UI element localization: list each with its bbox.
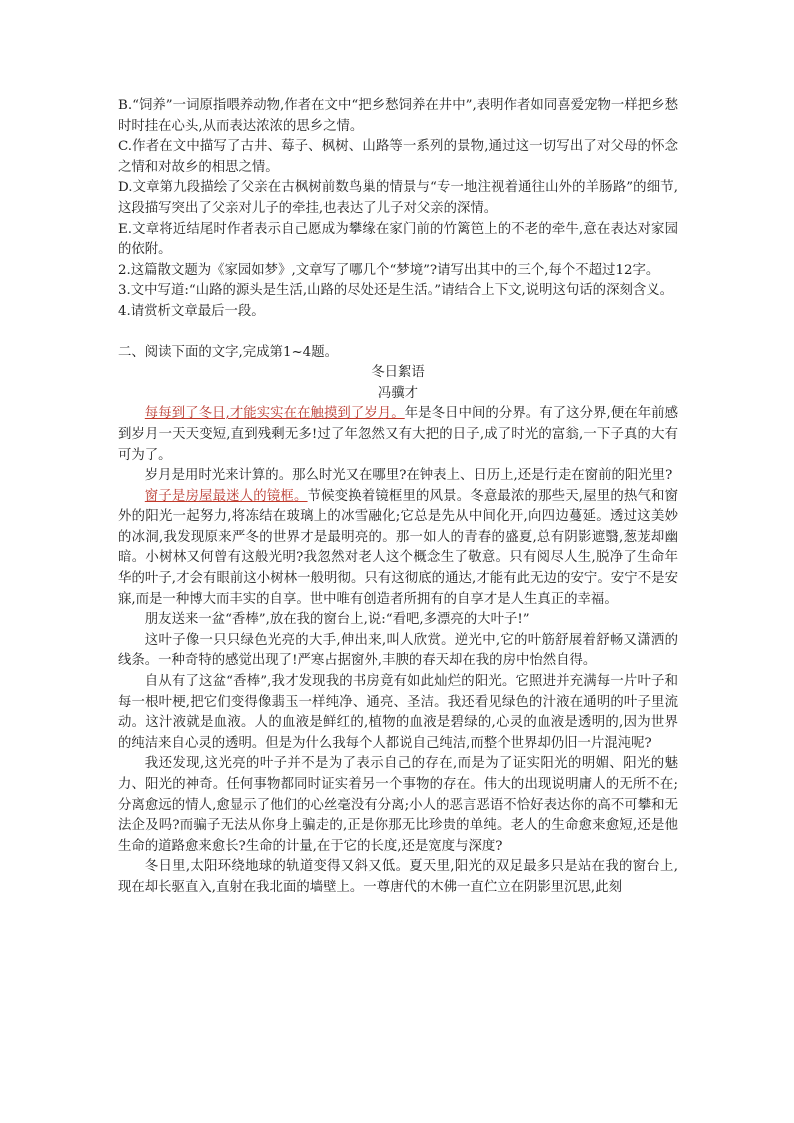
document-page [118, 96, 678, 899]
article-author: 冯骥才 [377, 385, 419, 401]
paragraph-5: 这叶子像一只只绿色光亮的大手,伸出来,叫人欣赏。逆光中,它的叶筋舒展着舒畅又潇洒的线条。一种奇特的感觉出现了!严寒占据窗外,丰腴的春天却在我的房中怡然自得。 [118, 632, 678, 669]
question-4: 4.请赏析文章最后一段。 [118, 303, 265, 319]
paragraph-1 [118, 404, 678, 466]
paragraph-text: 年是冬日中间的分界。有了这分界,便在年前感到岁月一天天变短,直到残剩无多!过了年忽然又有大把的日子,成了时光的富翁,一下子真的大有可为了。 [118, 406, 678, 463]
spacer [118, 323, 678, 343]
option-d: D.文章第九段描绘了父亲在古枫树前数鸟巢的情景与“专一地注视着通往山外的羊肠路”的细节,这段描写突出了父亲对儿子的牵挂,也表达了儿子对父亲的深情。 [118, 180, 678, 216]
paragraph-2: 岁月是用时光来计算的。那么时光又在哪里?在钟表上、日历上,还是行走在窗前的阳光里? [144, 468, 673, 484]
paragraph-text: 节候变换着镜框里的风景。冬意最浓的那些天,屋里的热气和窗外的阳光一起努力,将冻结在玻璃上的冰雪融化;它总是先从中间化开,向四边蔓延。透过这美妙的冰洞,我发现原来严冬的世界才是最明亮的。那一如人的青春的盛夏,总有阴影遮翳,葱茏却幽暗。小树林又何曾有这般光明?我忽然对老人这个概念生了敬意。只有阅尽人生,脱净了生命年华的叶子,才会有眼前这小树林一般明彻。只有这彻底的通达,才能有此无边的安宁。安宁不是安寐,而是一种博大而丰实的自享。世中唯有创造者所拥有的自享才是人生真正的幸福。 [118, 488, 678, 607]
paragraph-3 [118, 487, 678, 611]
option-e: E.文章将近结尾时作者表示自己愿成为攀缘在家门前的竹篱笆上的不老的牵牛,意在表达对家园的依附。 [118, 221, 678, 258]
option-b: B.“饲养”一词原指喂养动物,作者在文中“把乡愁饲养在井中”,表明作者如同喜爱宠物一样把乡愁时时挂在心头,从而表达浓浓的思乡之情。 [118, 98, 678, 134]
underlined-sentence: 每每到了冬日,才能实实在在触摸到了岁月。 [144, 406, 405, 422]
question-3: 3.文中写道:“山路的源头是生活,山路的尽处还是生活。”请结合上下文,说明这句话的深刻含义。 [118, 283, 674, 299]
paragraph-6: 自从有了这盆“香棒”,我才发现我的书房竟有如此灿烂的阳光。它照进并充满每一片叶子和每一根叶梗,把它们变得像翡玉一样纯净、通亮、圣洁。我还看见绿色的汁液在通明的叶子里流动。这汁液就是血液。人的血液是鲜红的,植物的血液是碧绿的,心灵的血液是透明的,因为世界的纯洁来自心灵的透明。但是为什么我每个人都说自己纯洁,而整个世界却仍旧一片混沌呢? [118, 674, 678, 751]
option-c: C.作者在文中描写了古井、莓子、枫树、山路等一系列的景物,通过这一切写出了对父母的怀念之情和对故乡的相思之情。 [118, 139, 678, 175]
question-2: 2.这篇散文题为《家园如梦》,文章写了哪几个“梦境”?请写出其中的三个,每个不超过12字。 [118, 262, 660, 278]
section-intro: 二、阅读下面的文字,完成第1~4题。 [118, 344, 338, 360]
paragraph-8: 冬日里,太阳环绕地球的轨道变得又斜又低。夏天里,阳光的双足最多只是站在我的窗台上,现在却长驱直入,直射在我北面的墙壁上。一尊唐代的木佛一直伫立在阴影里沉思,此刻 [118, 859, 678, 895]
underlined-sentence: 窗子是房屋最迷人的镜框。 [144, 488, 308, 504]
paragraph-7: 我还发现,这光亮的叶子并不是为了表示自己的存在,而是为了证实阳光的明媚、阳光的魅力、阳光的神奇。任何事物都同时证实着另一个事物的存在。伟大的出现说明庸人的无所不在;分离愈远的情人,愈显示了他们的心丝毫没有分离;小人的恶言恶语不恰好表达你的高不可攀和无法企及吗?而骗子无法从你身上骗走的,正是你那无比珍贵的单纯。老人的生命愈来愈短,还是他生命的道路愈来愈长?生命的计量,在于它的长度,还是宽度与深度? [118, 756, 678, 854]
article-title: 冬日絮语 [371, 365, 425, 381]
paragraph-4: 朋友送来一盆“香棒”,放在我的窗台上,说:“看吧,多漂亮的大叶子!” [144, 612, 530, 628]
